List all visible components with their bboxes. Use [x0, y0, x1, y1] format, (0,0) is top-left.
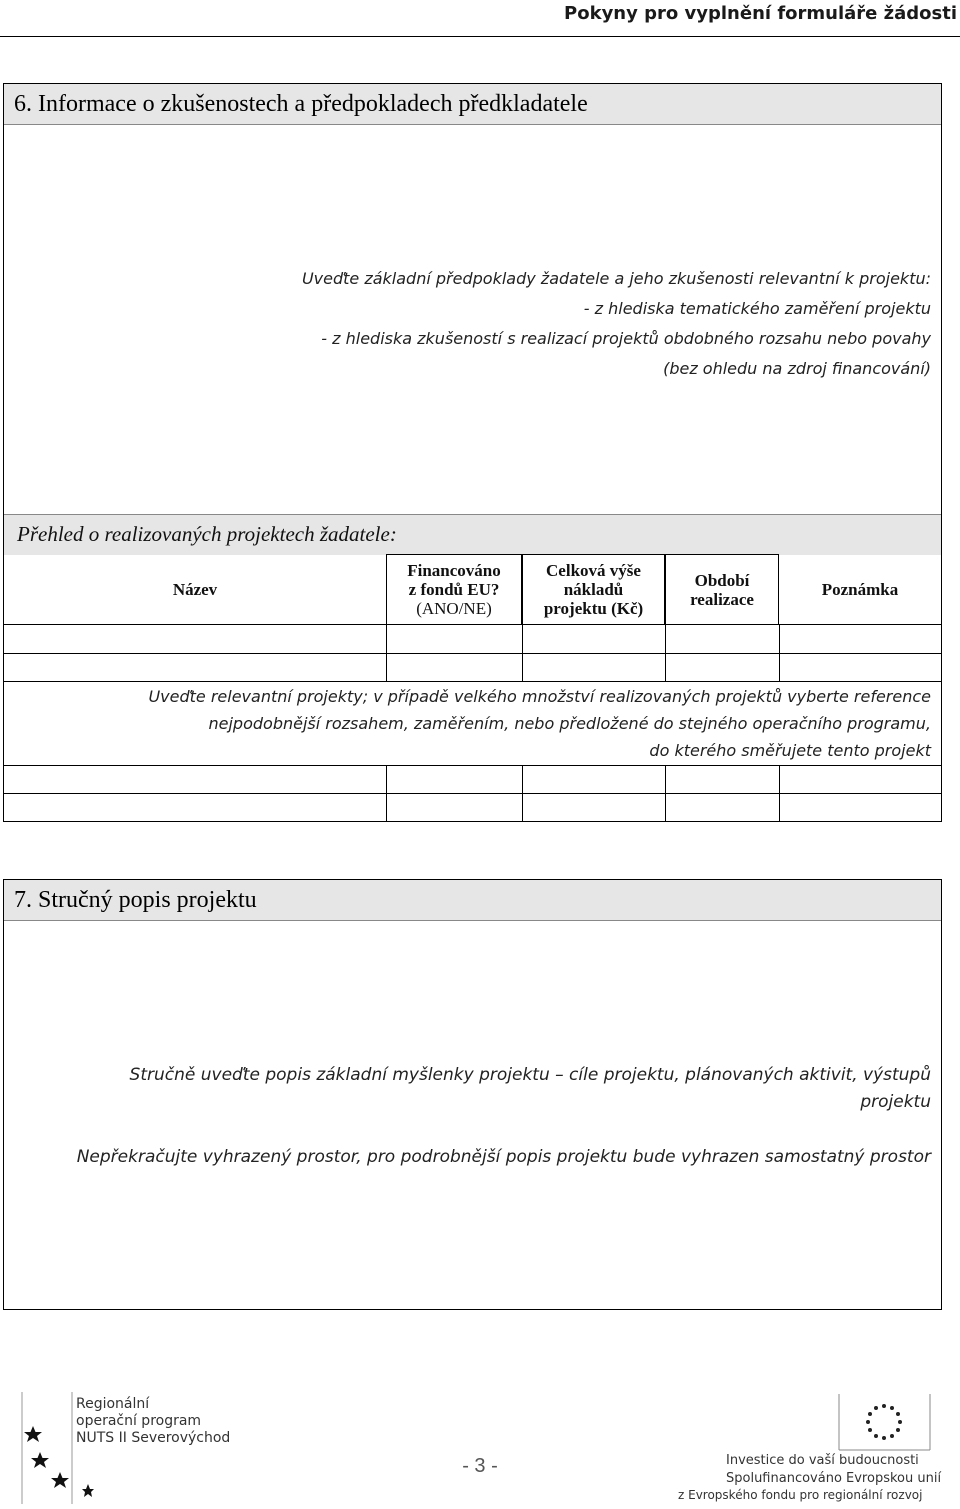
- instruction-line: - z hlediska tematického zaměření projektu: [583, 299, 931, 318]
- section-7-limit-note: Nepřekračujte vyhrazený prostor, pro podrobnější popis projektu bude vyhrazen samostatný prostor: [76, 1147, 931, 1167]
- table-instruction-line: nejpodobnější rozsahem, zaměřením, nebo předložené do stejného operačního programu,: [208, 714, 931, 733]
- section-7-instructions: [130, 1062, 931, 1116]
- section-6-title: 6. Informace o zkušenostech a předpokladech předkladatele: [4, 84, 941, 125]
- section-7-instruction-line: projektu: [860, 1092, 931, 1112]
- header-divider: [0, 36, 960, 37]
- column-header-eu-line: (ANO/NE): [416, 599, 492, 618]
- section-7-instruction-line: Stručně uveďte popis základní myšlenky projektu – cíle projektu, plánovaných aktivit, výstupů: [129, 1065, 931, 1085]
- eu-logo-line: Spolufinancováno Evropskou unií: [726, 1471, 942, 1486]
- overview-title: Přehled o realizovaných projektech žadatele:: [17, 522, 397, 546]
- column-header-total-cost: [522, 554, 665, 624]
- instruction-line: (bez ohledu na zdroj financování): [663, 359, 931, 378]
- section-7-title: 7. Stručný popis projektu: [4, 880, 941, 921]
- column-header-name-label: Název: [172, 579, 218, 599]
- column-header-cost-line: projektu (Kč): [543, 599, 644, 618]
- table-column-divider: [386, 765, 387, 821]
- table-column-divider: [779, 765, 780, 821]
- column-header-note: [779, 554, 941, 624]
- table-row-divider: [4, 765, 941, 766]
- rop-logo-line: NUTS II Severovýchod: [76, 1430, 231, 1446]
- document-header-title: Pokyny pro vyplnění formuláře žádosti: [564, 3, 957, 24]
- table-column-divider: [522, 624, 523, 681]
- column-header-cost-line: Celková výše: [546, 561, 641, 580]
- column-header-cost-line: nákladů: [563, 580, 624, 599]
- table-column-divider: [522, 765, 523, 821]
- column-header-period: [665, 554, 779, 624]
- column-header-note-label: Poznámka: [821, 579, 899, 599]
- column-header-eu-line: z fondů EU?: [408, 580, 500, 599]
- rop-logo-line: Regionální: [76, 1396, 150, 1412]
- page-number: - 3 -: [462, 1455, 498, 1477]
- eu-logo-line: Investice do vaší budoucnosti: [726, 1453, 919, 1468]
- table-instruction-line: do kterého směřujete tento projekt: [649, 741, 931, 760]
- table-instructions: [148, 683, 931, 764]
- eu-stars-flag-icon: [676, 1392, 956, 1452]
- eu-logo-line: z Evropského fondu pro regionální rozvoj: [678, 1488, 923, 1502]
- section-6-box: [3, 83, 942, 822]
- instruction-line: - z hlediska zkušeností s realizací projektů obdobného rozsahu nebo povahy: [321, 329, 931, 348]
- column-header-period-line: Období: [694, 570, 750, 590]
- column-header-name: [4, 554, 386, 624]
- instruction-line: Uveďte základní předpoklady žadatele a jeho zkušenosti relevantní k projektu:: [301, 269, 931, 288]
- column-header-eu-line: Financováno: [407, 561, 501, 580]
- column-header-period-line: realizace: [690, 589, 754, 609]
- column-header-eu-funded: [386, 554, 522, 624]
- table-instruction-line: Uveďte relevantní projekty; v případě velkého množství realizovaných projektů vyberte reference: [148, 687, 931, 706]
- table-row-divider: [4, 793, 941, 794]
- table-column-divider: [665, 624, 666, 681]
- rop-logo: [14, 1392, 254, 1504]
- table-row-divider: [4, 681, 941, 682]
- table-column-divider: [665, 765, 666, 821]
- projects-table-header: [4, 554, 941, 624]
- table-row-divider: [4, 653, 941, 654]
- table-row-divider: [4, 624, 941, 625]
- overview-header-band: [4, 514, 941, 555]
- eu-logo: [676, 1392, 956, 1504]
- section-7-box: [3, 879, 942, 1310]
- table-column-divider: [386, 624, 387, 681]
- table-column-divider: [779, 624, 780, 681]
- section-6-instructions: [302, 264, 931, 384]
- rop-logo-line: operační program: [76, 1413, 202, 1429]
